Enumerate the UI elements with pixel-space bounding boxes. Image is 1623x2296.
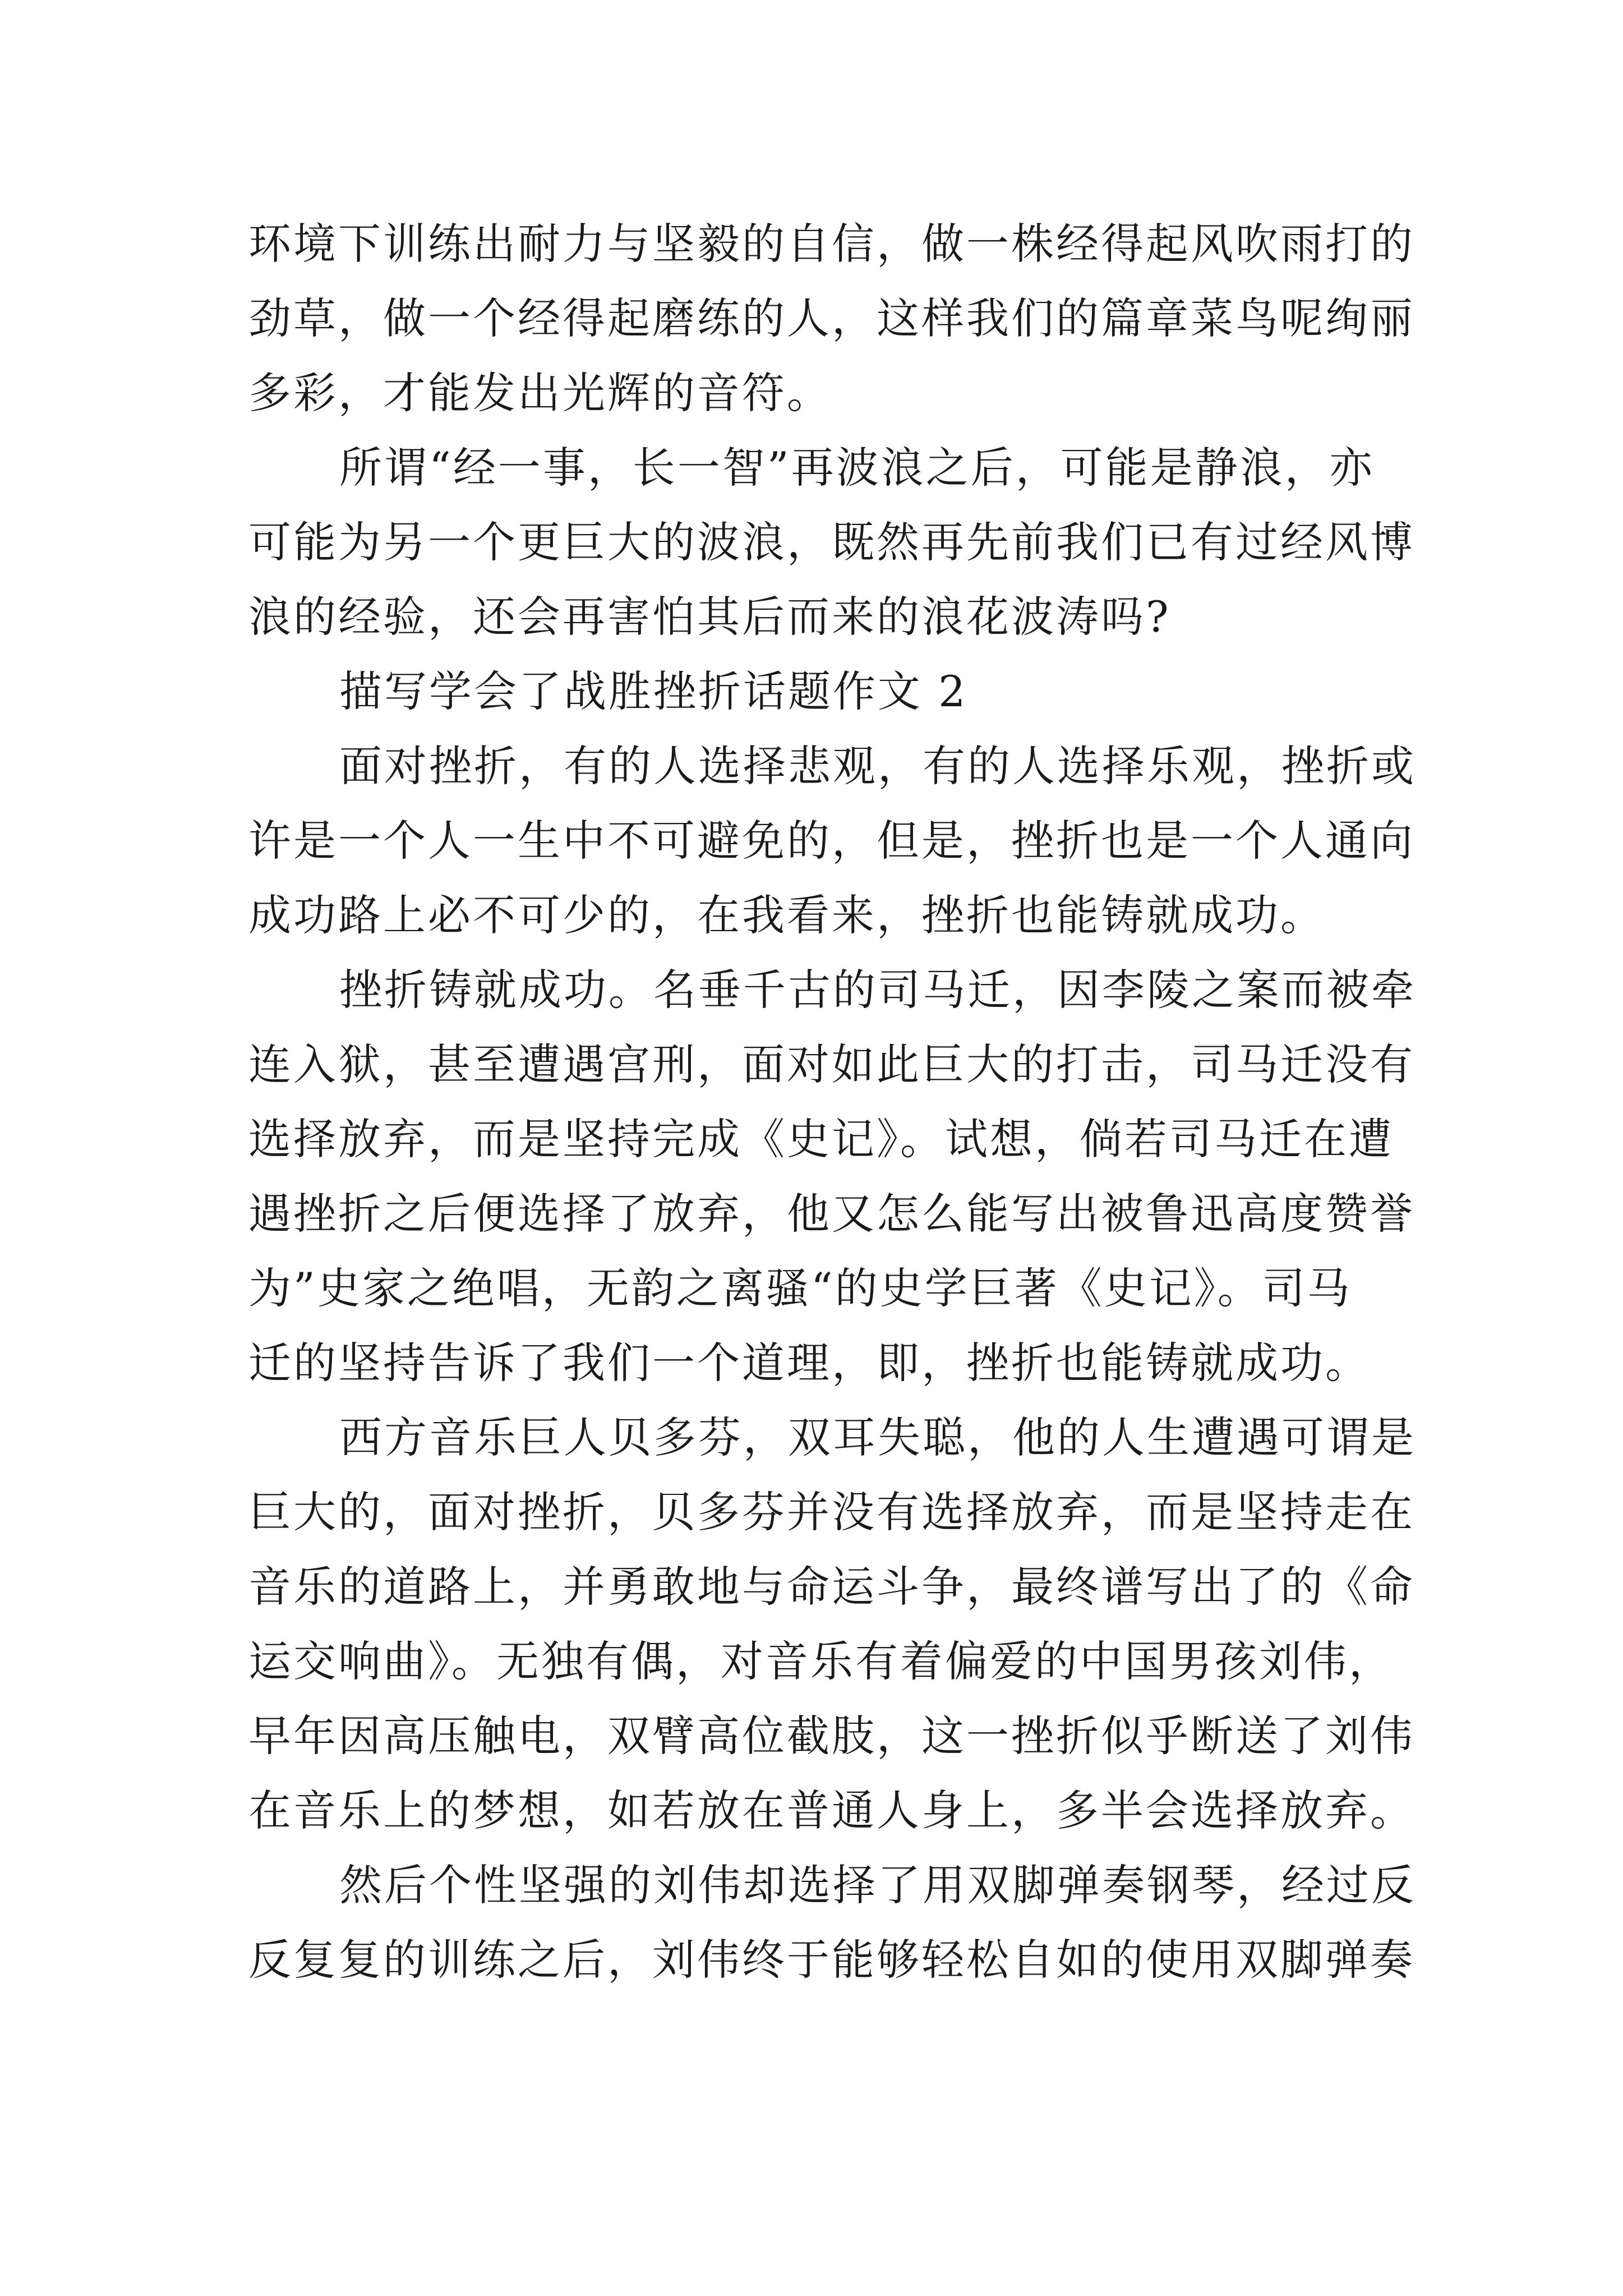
text-line: 选择放弃，而是坚持完成《史记》。试想，倘若司马迁在遭 <box>248 1114 1394 1164</box>
text-line: 成功路上必不可少的，在我看来，挫折也能铸就成功。 <box>248 890 1325 940</box>
paragraph-start-line: 所谓“经一事，长一智”再波浪之后，可能是静浪，亦 <box>339 443 1375 493</box>
text-line: 反复复的训练之后，刘伟终于能够轻松自如的使用双脚弹奏 <box>248 1935 1415 1985</box>
paragraph-start-line: 挫折铸就成功。名垂千古的司马迁，因李陵之案而被牵 <box>339 965 1416 1015</box>
text-line: 在音乐上的梦想，如若放在普通人身上，多半会选择放弃。 <box>248 1786 1415 1835</box>
text-line: 可能为另一个更巨大的波浪，既然再先前我们已有过经风博 <box>248 517 1415 567</box>
text-line: 劲草，做一个经得起磨练的人，这样我们的篇章菜鸟呢绚丽 <box>248 293 1415 343</box>
paragraph-start-line: 西方音乐巨人贝多芬，双耳失聪，他的人生遭遇可谓是 <box>339 1412 1416 1462</box>
text-line: 连入狱，甚至遭遇宫刑，面对如此巨大的打击，司马迁没有 <box>248 1039 1415 1089</box>
text-line: 环境下训练出耐力与坚毅的自信，做一株经得起风吹雨打的 <box>248 219 1415 269</box>
text-line: 运交响曲》。无独有偶，对音乐有着偏爱的中国男孩刘伟， <box>248 1636 1394 1686</box>
text-line: 巨大的，面对挫折，贝多芬并没有选择放弃，而是坚持走在 <box>248 1487 1415 1537</box>
section-heading: 描写学会了战胜挫折话题作文 2 <box>339 666 968 716</box>
text-line: 为”史家之绝唱，无韵之离骚“的史学巨著《史记》。司马 <box>248 1263 1352 1313</box>
text-line: 多彩，才能发出光辉的音符。 <box>248 368 832 418</box>
text-line: 浪的经验，还会再害怕其后而来的浪花波涛吗? <box>248 592 1171 642</box>
paragraph-start-line: 然后个性坚强的刘伟却选择了用双脚弹奏钢琴，经过反 <box>339 1860 1416 1910</box>
text-line: 迁的坚持告诉了我们一个道理，即，挫折也能铸就成功。 <box>248 1338 1370 1388</box>
text-line: 许是一个人一生中不可避免的，但是，挫折也是一个人通向 <box>248 816 1415 866</box>
paragraph-start-line: 面对挫折，有的人选择悲观，有的人选择乐观，挫折或 <box>339 741 1416 791</box>
text-line: 早年因高压触电，双臂高位截肢，这一挫折似乎断送了刘伟 <box>248 1711 1415 1761</box>
text-line: 音乐的道路上，并勇敢地与命运斗争，最终谱写出了的《命 <box>248 1562 1415 1612</box>
article-body <box>248 206 1416 1997</box>
text-line: 遇挫折之后便选择了放弃，他又怎么能写出被鲁迅高度赞誉 <box>248 1189 1415 1239</box>
